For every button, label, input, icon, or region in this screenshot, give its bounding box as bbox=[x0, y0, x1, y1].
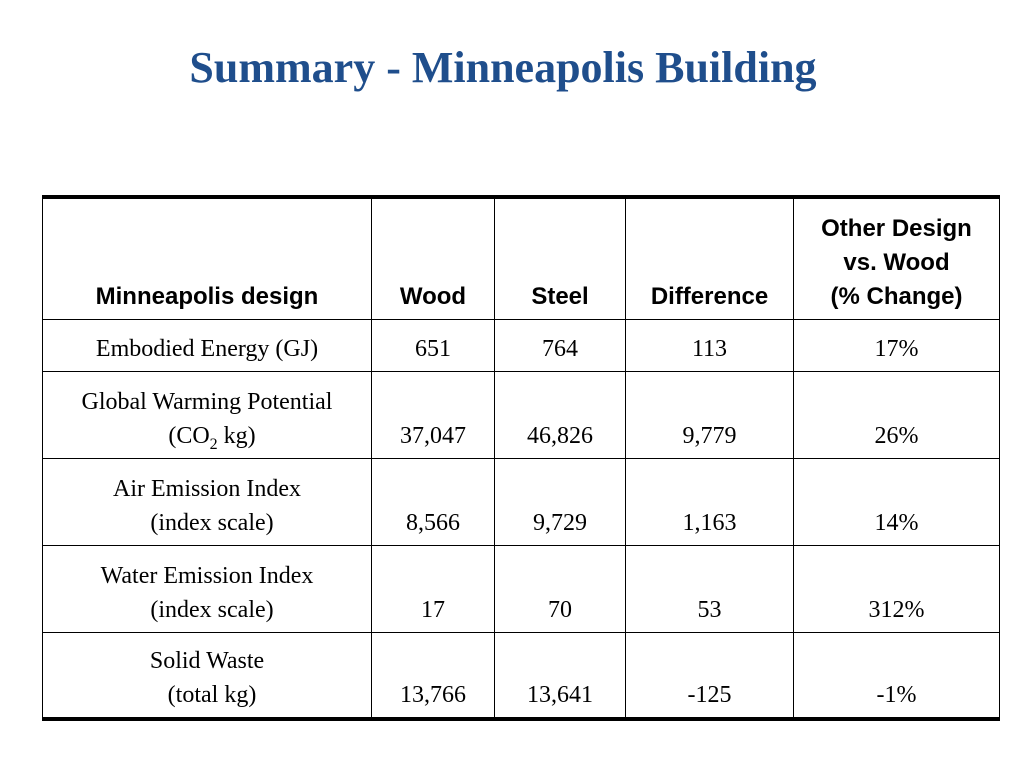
header-wood: Wood bbox=[372, 197, 495, 319]
co2-suffix: kg) bbox=[217, 422, 256, 449]
cell-wood: 13,766 bbox=[372, 632, 495, 719]
row-label-line1: Air Emission Index bbox=[113, 475, 301, 502]
cell-difference: 113 bbox=[626, 319, 794, 371]
row-label-line1: Water Emission Index bbox=[100, 562, 314, 589]
row-label bbox=[43, 371, 372, 458]
cell-difference: -125 bbox=[626, 632, 794, 719]
cell-change: 312% bbox=[794, 545, 1000, 632]
cell-difference: 1,163 bbox=[626, 458, 794, 545]
cell-steel: 9,729 bbox=[495, 458, 626, 545]
cell-wood: 37,047 bbox=[372, 371, 495, 458]
summary-table bbox=[42, 195, 1000, 721]
table-row bbox=[43, 458, 1000, 545]
row-label-line2: (total kg) bbox=[167, 682, 257, 708]
cell-steel: 764 bbox=[495, 319, 626, 371]
header-percent-change bbox=[794, 197, 1000, 319]
co2-subscript: 2 bbox=[209, 435, 218, 453]
page-title: Summary - Minneapolis Building bbox=[189, 43, 817, 92]
row-label bbox=[43, 458, 372, 545]
row-label-line2: (index scale) bbox=[150, 596, 274, 623]
co2-prefix: (CO bbox=[168, 422, 210, 449]
table-row bbox=[43, 371, 1000, 458]
row-label: Embodied Energy (GJ) bbox=[43, 319, 372, 371]
cell-steel: 46,826 bbox=[495, 371, 626, 458]
cell-steel: 13,641 bbox=[495, 632, 626, 719]
header-change-line1: Other Design bbox=[821, 214, 972, 242]
cell-change: 14% bbox=[794, 458, 1000, 545]
row-label-line1: Solid Waste bbox=[149, 648, 265, 674]
cell-change: -1% bbox=[794, 632, 1000, 719]
table-row bbox=[43, 319, 1000, 371]
row-label-line2: (index scale) bbox=[150, 509, 274, 536]
row-label bbox=[43, 632, 372, 719]
cell-wood: 8,566 bbox=[372, 458, 495, 545]
table-row bbox=[43, 632, 1000, 719]
cell-change: 17% bbox=[794, 319, 1000, 371]
cell-difference: 9,779 bbox=[626, 371, 794, 458]
cell-wood: 651 bbox=[372, 319, 495, 371]
header-change-line2: vs. Wood bbox=[843, 248, 950, 276]
row-label bbox=[43, 545, 372, 632]
cell-steel: 70 bbox=[495, 545, 626, 632]
cell-difference: 53 bbox=[626, 545, 794, 632]
cell-wood: 17 bbox=[372, 545, 495, 632]
header-change-line3: (% Change) bbox=[830, 282, 963, 310]
row-label-line1: Global Warming Potential bbox=[81, 388, 333, 415]
table-header-row bbox=[43, 197, 1000, 319]
header-design: Minneapolis design bbox=[43, 197, 372, 319]
cell-change: 26% bbox=[794, 371, 1000, 458]
header-steel: Steel bbox=[495, 197, 626, 319]
row-label-line2 bbox=[47, 419, 367, 453]
header-difference: Difference bbox=[626, 197, 794, 319]
table-row bbox=[43, 545, 1000, 632]
